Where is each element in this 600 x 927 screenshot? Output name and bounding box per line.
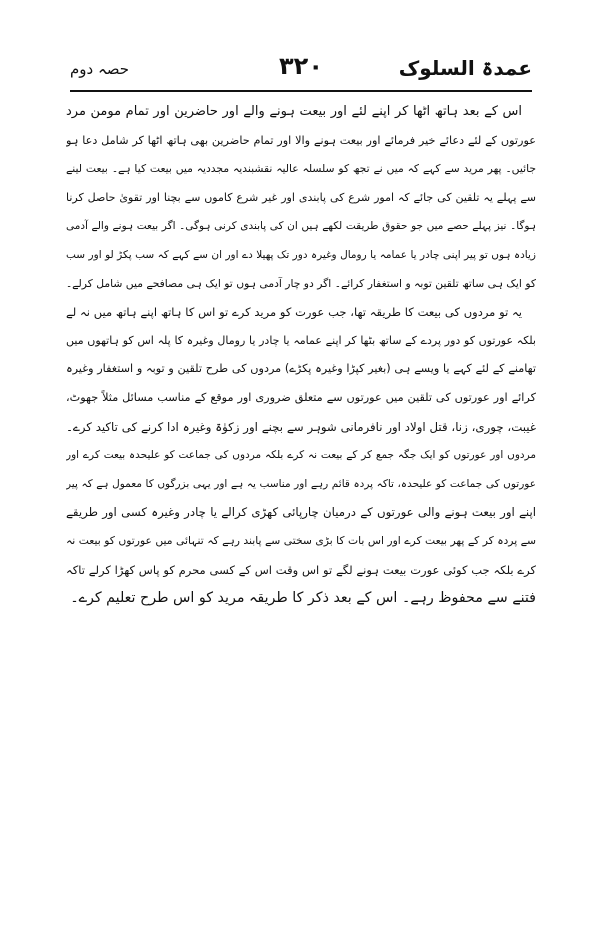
section-label: حصہ دوم bbox=[70, 60, 130, 78]
text-line: سے پردہ کر کے پھر بیعت کرے اور اس بات کا بڑی سختی سے پابند رہے کہ تنہائی میں عورتوں کو بیعت نہ bbox=[66, 533, 536, 547]
header-divider bbox=[70, 90, 532, 92]
page-header bbox=[70, 52, 532, 92]
text-line: عورتوں کی جماعت کو علیحدہ، تاکہ پردہ قائم رہے اور مناسب یہ ہے اور یہی بزرگوں کا معمول ہے کہ پیر bbox=[66, 477, 536, 490]
text-line: عورتوں کے لئے دعائے خیر فرمائے اور بیعت ہونے والا اور تمام حاضرین بھی ہاتھ اٹھا کر شامل دعا ہو bbox=[66, 133, 536, 147]
text-line: ہوگا۔ نیز پہلے حصے میں جو حقوق طریقت لکھے ہیں ان کی پابندی کرنی ہوگی۔ اگر بیعت ہونے والے آدمی bbox=[66, 220, 536, 233]
text-line: یہ تو مردوں کی بیعت کا طریقہ تھا، جب عورت کو مرید کرے تو اس کا ہاتھ اپنے ہاتھ میں نہ لے bbox=[66, 305, 522, 320]
text-line: تھامنے کے لئے کہے یا ویسے ہی (بغیر کپڑا وغیرہ پکڑے) مردوں کی طرح تلقین و توبہ و استغفار وغیرہ bbox=[66, 362, 536, 376]
book-title: عمدۃ السلوک bbox=[398, 56, 532, 80]
text-line: اس کے بعد ہاتھ اٹھا کر اپنے لئے اور بیعت ہونے والے اور حاضرین اور تمام مومن مرد bbox=[66, 104, 522, 119]
text-line: اپنے اور بیعت ہونے والی عورتوں کے درمیان چارپائی کھڑی کرالے یا چادر وغیرہ کسی اور طریقے bbox=[66, 505, 536, 520]
text-line: کو ایک ہی ساتھ تلقین توبہ و استغفار کرائے۔ اگر دو چار آدمی ہوں تو ایک ہی مصافحے میں شامل کرلے۔ bbox=[66, 276, 536, 290]
text-line: فتنے سے محفوظ رہے۔ اس کے بعد ذکر کا طریقہ مرید کو اس طرح تعلیم کرے۔ bbox=[70, 590, 536, 607]
page-body bbox=[66, 98, 536, 613]
text-line: مردوں اور عورتوں کو ایک جگہ جمع کر کے بیعت نہ کرے بلکہ مردوں کی جماعت کو علیحدہ بیعت کرے اور bbox=[66, 449, 536, 462]
text-line: جائیں۔ پھر مرید سے کہے کہ میں نے تجھ کو سلسلہ عالیہ نقشبندیہ مجددیہ میں بیعت کیا ہے۔ بیعت لینے bbox=[66, 162, 536, 176]
text-line: کرے بلکہ جب کوئی عورت بیعت ہونے لگے تو اس وقت اس کے کسی محرم کو پاس کھڑا کرلے تاکہ bbox=[66, 562, 536, 577]
text-line: سے پہلے یہ تلقین کی جائے کہ امور شرع کی پابندی اور غیر شرع کاموں سے بچنا اور تقویٰ حاصل کرنا bbox=[66, 190, 536, 204]
paragraph bbox=[66, 298, 536, 613]
page-number: ۳۲۰ bbox=[279, 52, 323, 80]
text-line: غیبت، چوری، زنا، قتل اولاد اور نافرمانی شوہر سے بچنے اور زکوٰۃ وغیرہ ادا کرنے کی تاکید کرے۔ bbox=[66, 419, 536, 434]
paragraph bbox=[66, 98, 536, 298]
text-line: بلکہ عورتوں کو دور پردے کے ساتھ بٹھا کر اپنے عمامہ یا چادر یا رومال وغیرہ کا پلہ اس کو ہاتھوں میں bbox=[66, 333, 536, 347]
text-line: زیادہ ہوں تو پیر اپنی چادر یا عمامہ یا رومال وغیرہ دور تک پھیلا دے اور ان سے کہے کہ سب پکڑ لو اور سب bbox=[66, 248, 536, 261]
text-line: کرائے اور عورتوں کی تلقین میں عورتوں سے متعلق ضروری اور موقع کے مناسب مسائل مثلاً جھوٹ، bbox=[66, 390, 536, 404]
